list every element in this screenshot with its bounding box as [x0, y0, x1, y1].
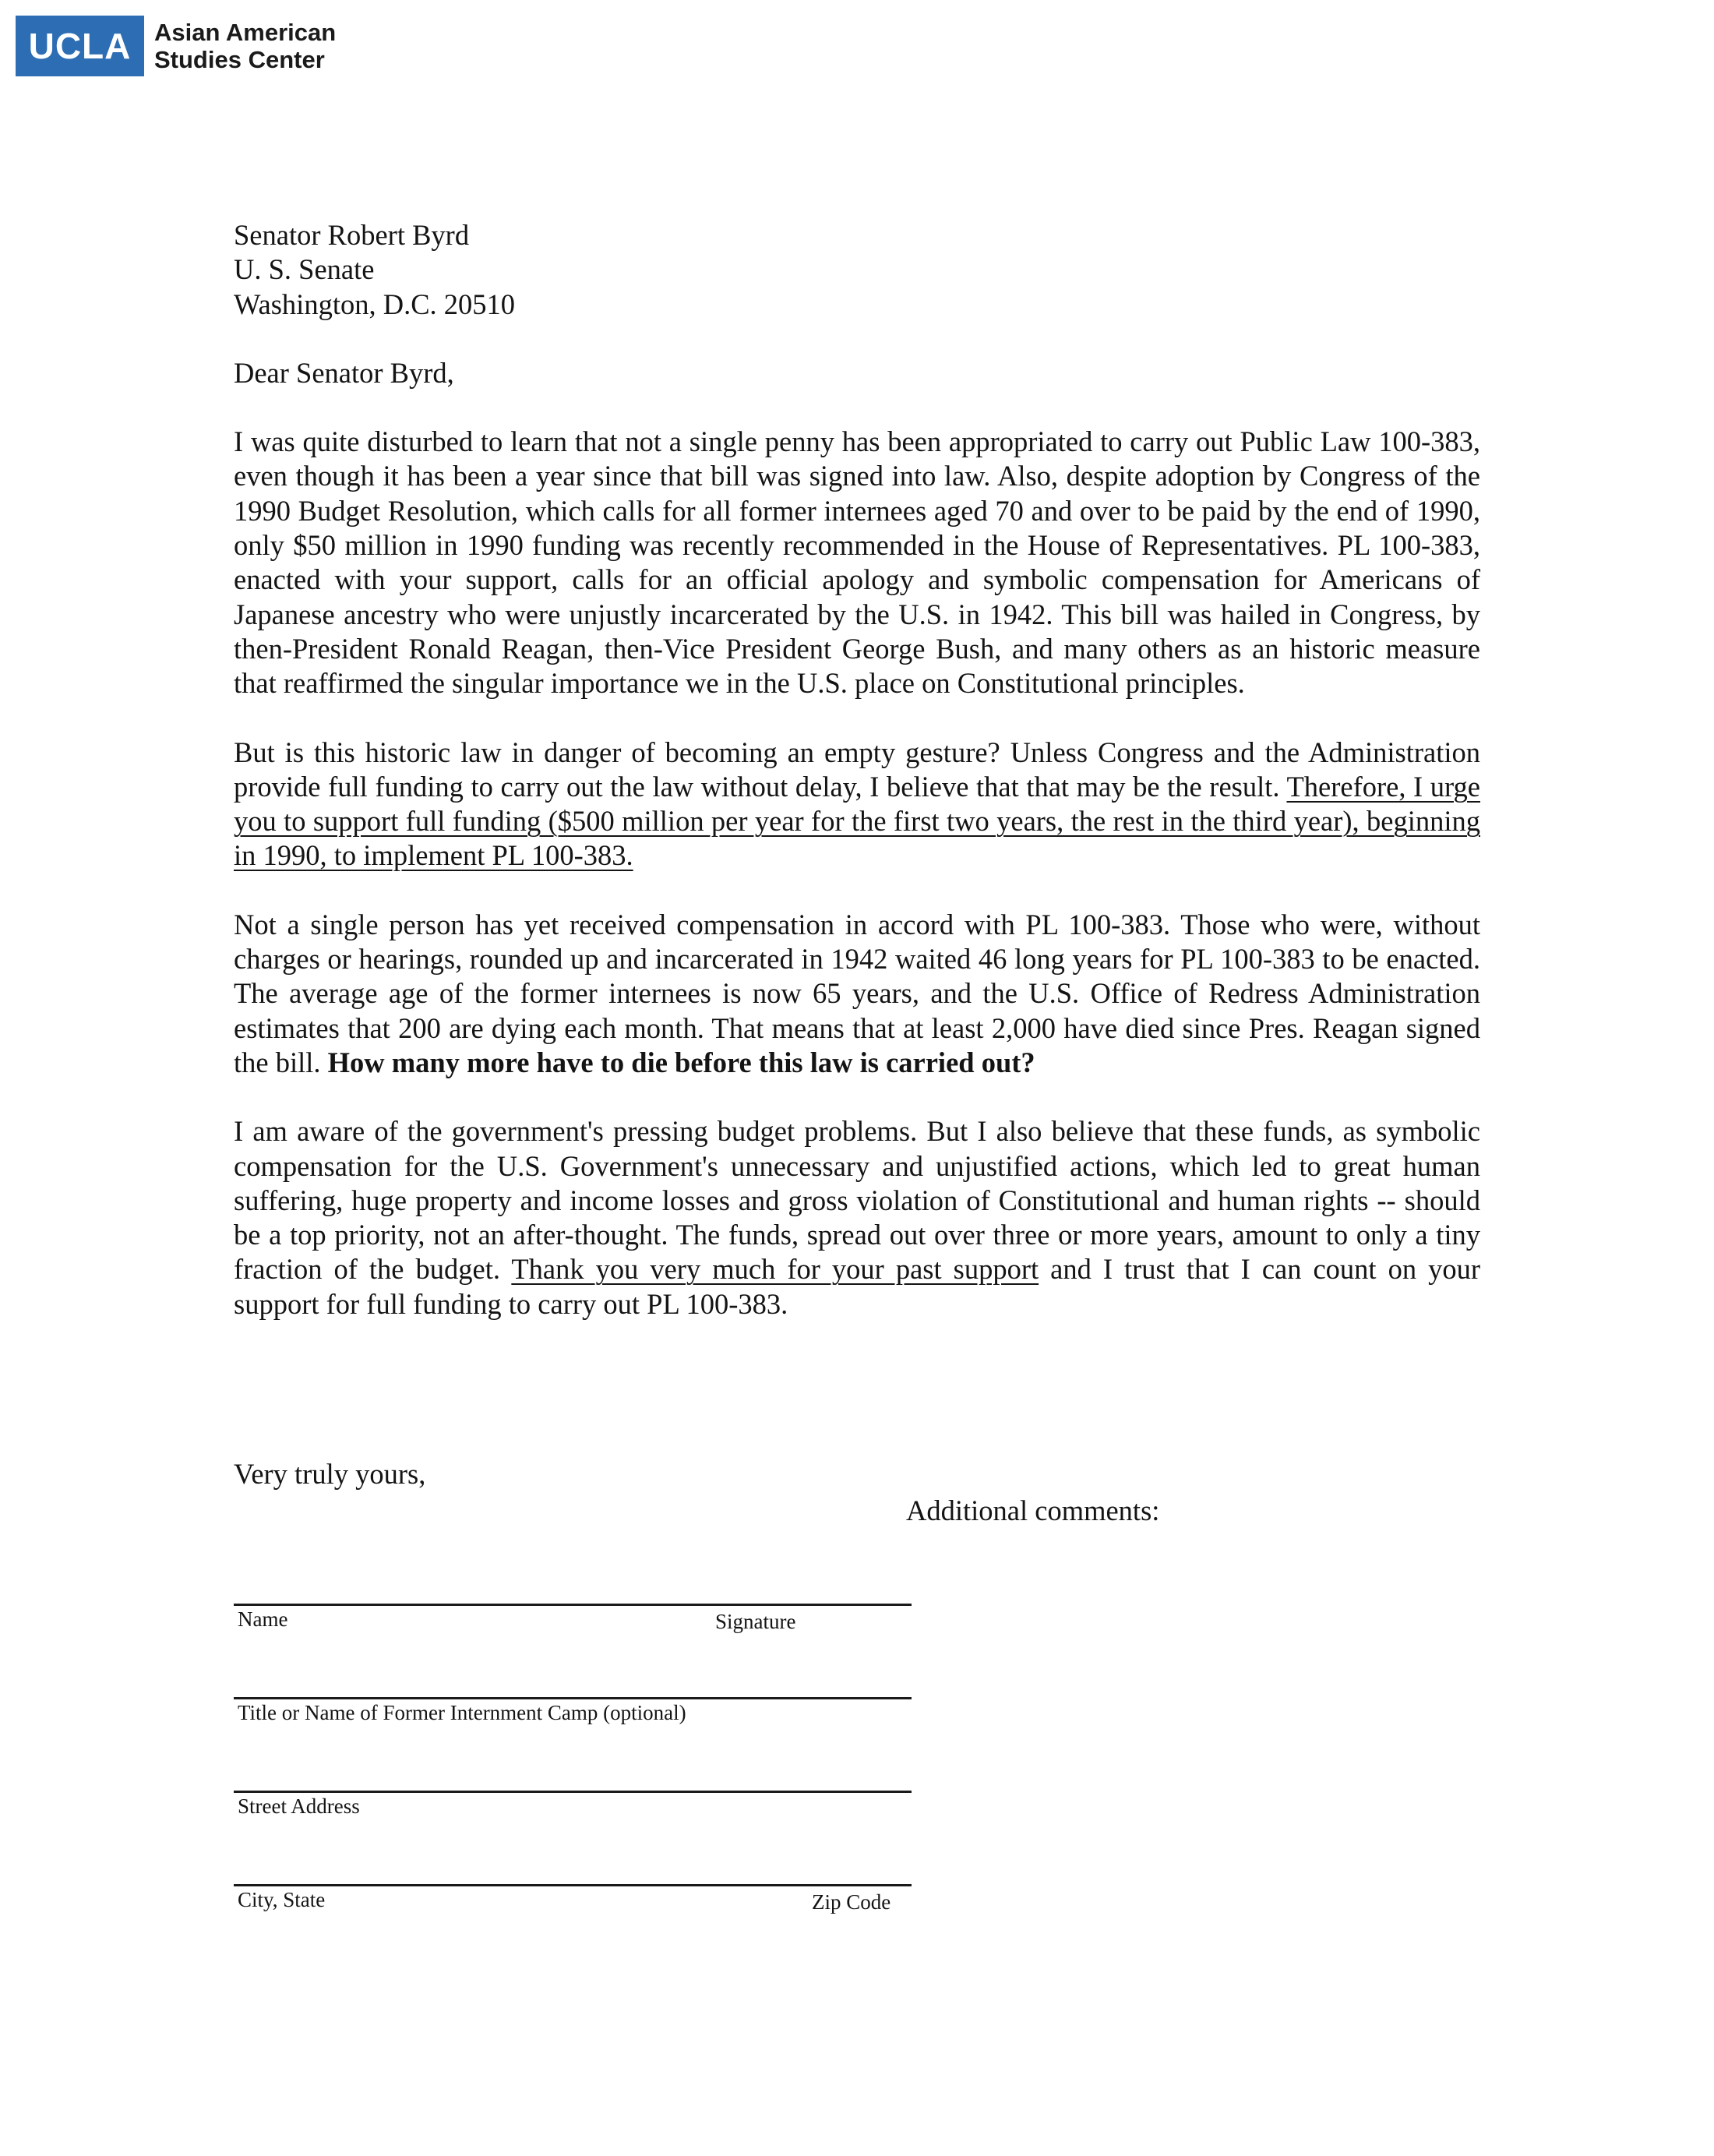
address-line-3: Washington, D.C. 20510 — [234, 288, 516, 320]
paragraph-3-text: Not a single person has yet received compensation in accord with PL 100-383. Those who were, without charges or hearings, rounded up and incarcerated in 1942 waited 46 long years for PL 100-383 to be enacted. The average age of the former internees is now 65 years, and the U.S. Office of Redress Administration estimates that 200 are dying each month. That means that at least 2,000 have died since Pres. Reagan signed the bill. — [234, 908, 1480, 1078]
paragraph-1: I was quite disturbed to learn that not a single penny has been appropriated to carry out Public Law 100-383, even though it has been a year since that bill was signed into law. Also, despite adoption by Congress of the 1990 Budget Resolution, which calls for all former internees aged 70 and over to be paid by the end of 1990, only $50 million in 1990 funding was recently recommended in the House of Representatives. PL 100-383, enacted with your support, calls for an official apology and symbolic compensation for Americans of Japanese ancestry who were unjustly incarcerated by the U.S. in 1942. This bill was hailed in Congress, by then-President Ronald Reagan, then-Vice President George Bush, and many others as an historic measure that reaffirmed the singular importance we in the U.S. place on Constitutional principles. — [234, 425, 1480, 700]
letter-body — [234, 218, 1480, 1321]
title-camp-line[interactable] — [234, 1697, 912, 1699]
org-name — [154, 19, 336, 73]
name-label: Name — [238, 1607, 288, 1631]
org-name-line1: Asian American — [154, 19, 337, 46]
street-address-line[interactable] — [234, 1791, 912, 1793]
recipient-address — [234, 218, 1480, 322]
city-state-label: City, State — [238, 1888, 326, 1911]
paragraph-3-bold: How many more have to die before this law is carried out? — [327, 1046, 1035, 1078]
additional-comments-label: Additional comments: — [906, 1494, 1160, 1526]
street-address-label: Street Address — [238, 1794, 360, 1818]
zip-code-label: Zip Code — [812, 1890, 891, 1914]
paragraph-4-underlined: Thank you very much for your past support — [511, 1253, 1039, 1286]
salutation: Dear Senator Byrd, — [234, 356, 454, 389]
closing: Very truly yours, — [234, 1458, 426, 1490]
paragraph-2 — [234, 736, 1480, 873]
paragraph-4-ending: and I trust that I can count on your support for full funding to carry out PL 100-383. — [234, 1253, 1481, 1320]
ucla-logo: UCLA — [16, 16, 144, 76]
address-line-2: U. S. Senate — [234, 253, 375, 286]
org-name-line2: Studies Center — [154, 46, 325, 73]
paragraph-3 — [234, 908, 1480, 1080]
city-zip-line[interactable] — [234, 1884, 912, 1886]
paragraph-4-text: I am aware of the government's pressing budget problems. But I also believe that these funds, as symbolic compensation for the U.S. Government's unnecessary and unjustified actions, which led to great human suffering, huge property and income losses and gross violation of Constitutional and human rights -- should be a top priority, not an after-thought. The funds, spread out over three or more years, amount to only a tiny fraction of the budget. — [234, 1115, 1480, 1286]
name-signature-line[interactable] — [234, 1604, 912, 1606]
paragraph-4 — [234, 1114, 1480, 1321]
paragraph-2-underlined: Therefore, I urge you to support full funding ($500 million per year for the first two years, the rest in the third year), beginning in 1990, to implement PL 100-383. — [234, 770, 1480, 872]
paragraph-2-text: But is this historic law in danger of becoming an empty gesture? Unless Congress and the Administration provide full funding to carry out the law without delay, I believe that that may be the result. — [234, 736, 1480, 803]
signature-label: Signature — [715, 1610, 796, 1633]
title-camp-label: Title or Name of Former Internment Camp (optional) — [238, 1701, 686, 1724]
address-line-1: Senator Robert Byrd — [234, 219, 470, 251]
